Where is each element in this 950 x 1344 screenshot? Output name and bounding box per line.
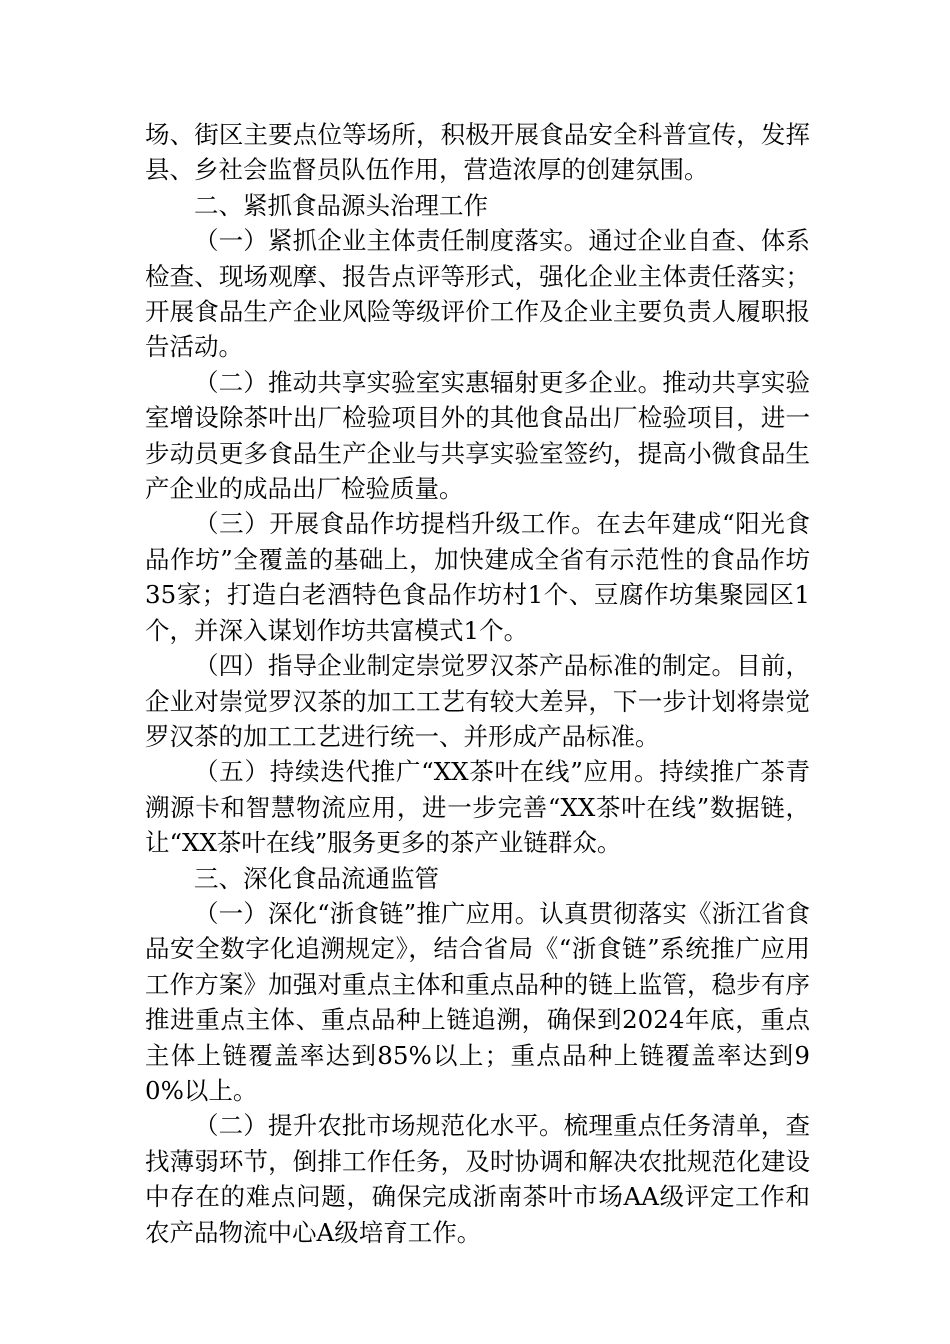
paragraph-3-2: （二）提升农批市场规范化水平。梳理重点任务清单，查找薄弱环节，倒排工作任务，及时协调和解决农批规范化建设中存在的难点问题，确保完成浙南茶叶市场AA级评定工作和农产品物流中心A级培育工作。	[145, 1111, 810, 1247]
paragraph-2-4: （四）指导企业制定崇觉罗汉茶产品标准的制定。目前，企业对崇觉罗汉茶的加工工艺有较大差异，下一步计划将崇觉罗汉茶的加工工艺进行统一、并形成产品标准。	[145, 651, 810, 751]
section-heading-3: 三、深化食品流通监管	[194, 863, 439, 893]
paragraph-2-3: （三）开展食品作坊提档升级工作。在去年建成“阳光食品作坊”全覆盖的基础上，加快建成全省有示范性的食品作坊35家；打造白老酒特色食品作坊村1个、豆腐作坊集聚园区1个，并深入谋划作坊共富模式1个。	[145, 509, 810, 645]
section-heading-2: 二、紧抓食品源头治理工作	[194, 190, 488, 220]
paragraph-continuation: 场、街区主要点位等场所，积极开展食品安全科普宣传，发挥县、乡社会监督员队伍作用，营造浓厚的创建氛围。	[145, 120, 810, 185]
paragraph-3-1: （一）深化“浙食链”推广应用。认真贯彻落实《浙江省食品安全数字化追溯规定》，结合省局《“浙食链”系统推广应用工作方案》加强对重点主体和重点品种的链上监管，稳步有序推进重点主体、重点品种上链追溯，确保到2024年底，重点主体上链覆盖率达到85%以上；重点品种上链覆盖率达到90%以上。	[145, 898, 810, 1105]
paragraph-2-5: （五）持续迭代推广“XX茶叶在线”应用。持续推广茶青溯源卡和智慧物流应用，进一步完善“XX茶叶在线”数据链，让“XX茶叶在线”服务更多的茶产业链群众。	[145, 757, 810, 858]
paragraph-2-1: （一）紧抓企业主体责任制度落实。通过企业自查、体系检查、现场观摩、报告点评等形式，强化企业主体责任落实；开展食品生产企业风险等级评价工作及企业主要负责人履职报告活动。	[145, 226, 810, 362]
paragraph-2-2: （二）推动共享实验室实惠辐射更多企业。推动共享实验室增设除茶叶出厂检验项目外的其他食品出厂检验项目，进一步动员更多食品生产企业与共享实验室签约，提高小微食品生产企业的成品出厂检验质量。	[145, 367, 810, 504]
document-body	[145, 117, 810, 1250]
